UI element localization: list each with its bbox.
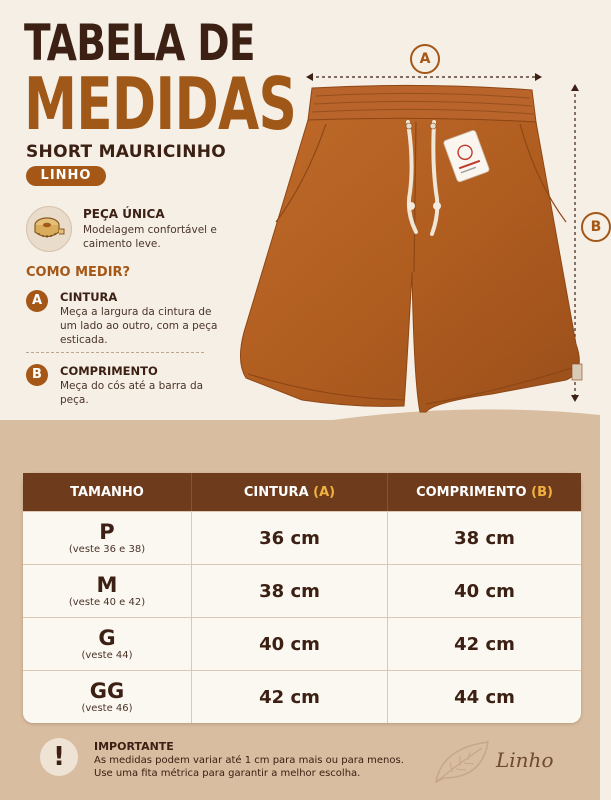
waist-cell: 42 cm [191,670,387,723]
feature-text: Modelagem confortável e caimento leve. [83,224,217,250]
column-header-size [23,473,191,511]
shorts-image [236,82,598,418]
size-cell [23,564,191,617]
size-code: M [96,573,118,597]
size-note: (veste 46) [81,703,133,714]
waist-cell: 40 cm [191,617,387,670]
measure-a-title: CINTURA [60,290,118,304]
fabric-badge: LINHO [26,166,106,186]
notice-text: As medidas podem variar até 1 cm para mais ou para menos. Use uma fita métrica para garantir a melhor escolha. [94,755,404,779]
size-table [23,473,581,723]
measure-a-text: Meça a largura da cintura de um lado ao outro, com a peça esticada. [60,306,218,346]
column-header-size-label: TAMANHO [70,484,144,500]
measure-b-title: COMPRIMENTO [60,364,158,378]
length-label-badge: B [581,212,611,242]
column-header-length-label: COMPRIMENTO [416,484,527,500]
divider [26,352,204,353]
column-header-length-tag: (B) [531,484,553,500]
table-row [23,670,581,723]
table-row [23,617,581,670]
size-code: GG [89,679,125,703]
length-cell: 40 cm [387,564,581,617]
how-to-title: COMO MEDIR? [26,265,131,280]
column-header-waist-tag: (A) [313,484,336,500]
column-header-waist-label: CINTURA [243,484,309,500]
column-header-length [387,473,581,511]
measure-a-badge: A [26,290,48,312]
measuring-tape-icon [33,215,65,243]
column-header-waist [191,473,387,511]
size-note: (veste 36 e 38) [68,544,146,555]
size-code: P [99,520,115,544]
table-row [23,564,581,617]
size-code: G [98,626,116,650]
waist-cell: 38 cm [191,564,387,617]
size-note: (veste 40 e 42) [68,597,146,608]
table-header-row [23,473,581,511]
page-title-line2: MEDIDAS [24,62,297,146]
size-cell [23,617,191,670]
length-cell: 38 cm [387,511,581,564]
feature-icon-container [26,206,72,252]
measure-b-badge: B [26,364,48,386]
size-cell [23,670,191,723]
waist-label-badge: A [410,44,440,74]
length-cell: 44 cm [387,670,581,723]
feature-title: PEÇA ÚNICA [83,207,165,221]
size-cell [23,511,191,564]
brand-name: Linho [496,748,554,772]
notice-title: IMPORTANTE [94,740,174,753]
waist-cell: 36 cm [191,511,387,564]
product-name: SHORT MAURICINHO [26,142,227,162]
size-note: (veste 44) [81,650,133,661]
leaf-icon [432,738,492,786]
table-row [23,511,581,564]
length-cell: 42 cm [387,617,581,670]
exclamation-icon: ! [40,738,78,776]
page-title-line1: TABELA DE [24,14,255,72]
measure-b-text: Meça do cós até a barra da peça. [60,380,204,406]
